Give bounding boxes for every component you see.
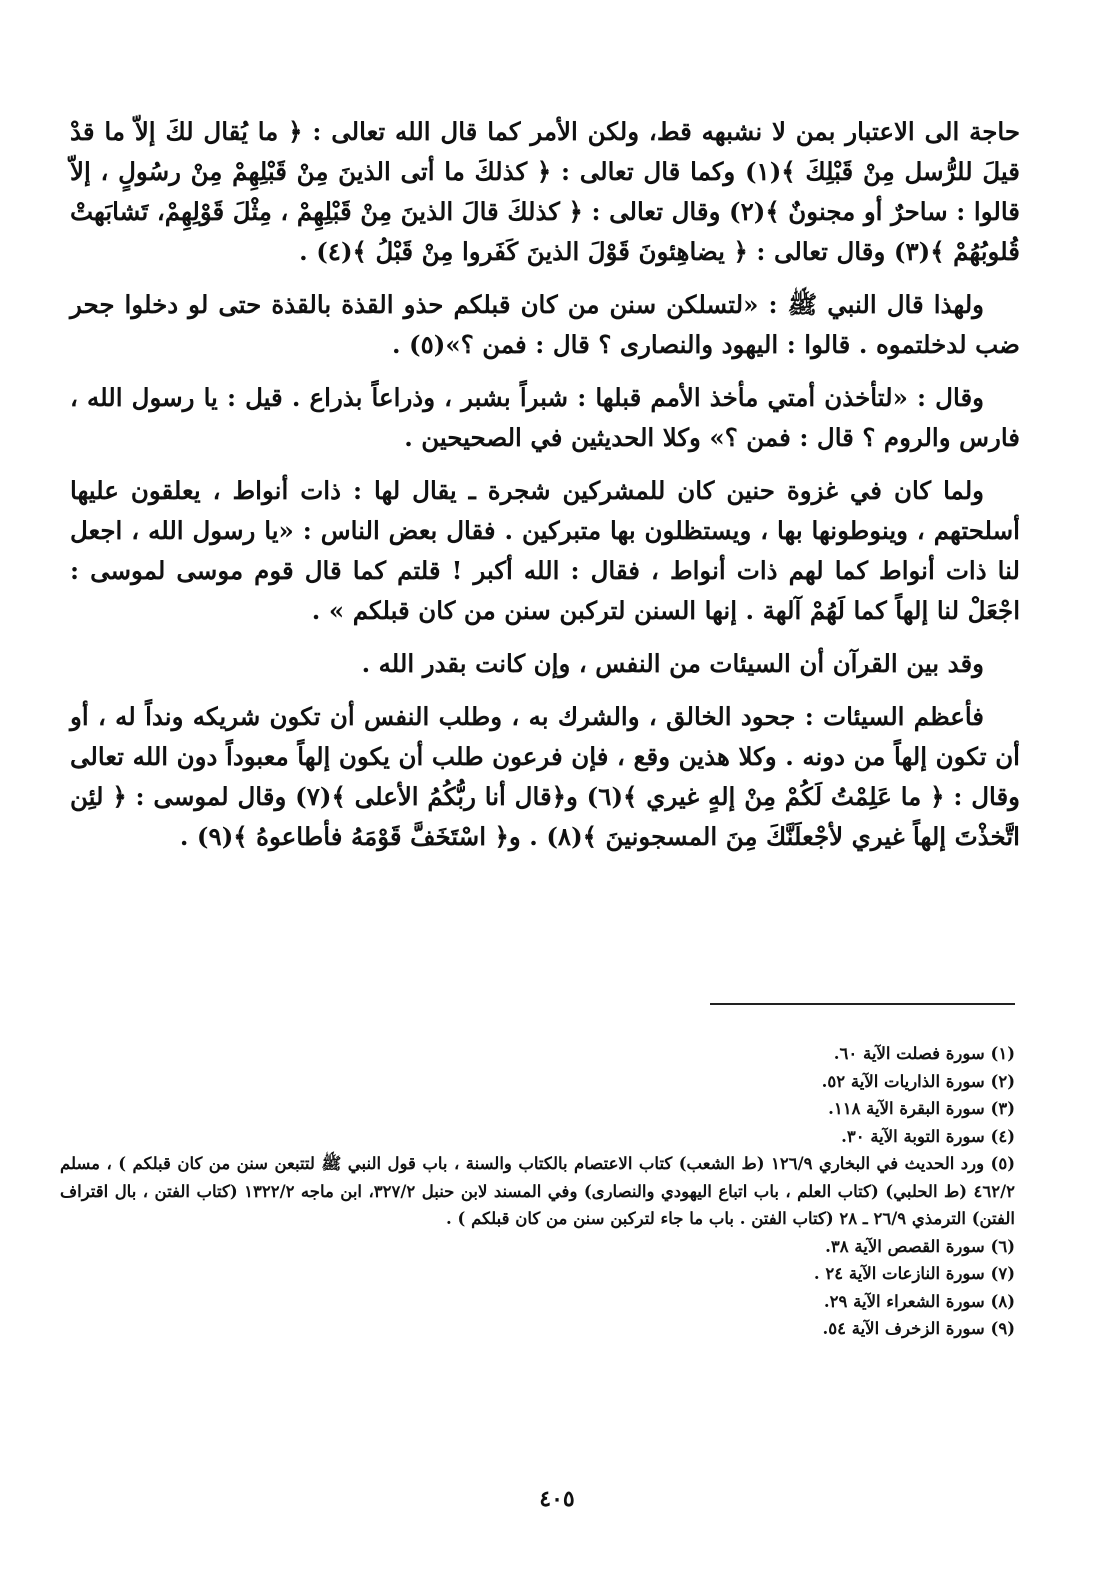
footnotes — [60, 1040, 1015, 1343]
paragraph-1: حاجة الى الاعتبار بمن لا نشبهه قط، ولكن الأمر كما قال الله تعالى : ﴿ ما يُقال لكَ إلاّ ما قدْ قيلَ للرُّسل مِنْ قَبْلِكَ ﴾(١) وكما قال تعالى : ﴿ كذلكَ ما أتى الذينَ مِنْ قَبْلِهِمْ مِنْ رسُولٍ ، إلاّ قالوا : ساحرٌ أو مجنونٌ ﴾(٢) وقال تعالى : ﴿ كذلكَ قالَ الذينَ مِنْ قَبْلِهِمْ ، مِثْلَ قَوْلِهِمْ، تَشابَهتْ قُلوبُهُمْ ﴾(٣) وقال تعالى : ﴿ يضاهِئونَ قَوْلَ الذينَ كَفَروا مِنْ قَبْلُ ﴾(٤) . — [70, 117, 1020, 266]
paragraph-6: فأعظم السيئات : جحود الخالق ، والشرك به ، وطلب النفس أن تكون شريكه ونداً له ، أو أن تكون إلهاً من دونه . وكلا هذين وقع ، فإن فرعون طلب أن يكون إلهاً معبوداً دون الله تعالى وقال : ﴿ ما عَلِمْتُ لَكُمْ مِنْ إلهٍ غيري ﴾(٦) و﴿قال أنا ربُّكُمُ الأعلى ﴾(٧) وقال لموسى : ﴿ لئِن اتَّخذْتَ إلهاً غيري لأجْعلَنَّكَ مِنَ المسجونينَ ﴾(٨) . و﴿ اسْتَخَفَّ قَوْمَهُ فأطاعوهُ ﴾(٩) . — [70, 702, 1021, 851]
footnote-1: (١) سورة فصلت الآية ٦٠. — [833, 1044, 1015, 1063]
footnote-divider — [710, 1003, 1015, 1005]
paragraph-2: ولهذا قال النبي ﷺ : «لتسلكن سنن من كان قبلكم حذو القذة بالقذة حتى لو دخلوا جحر ضب لدخلتموه . قالوا : اليهود والنصارى ؟ قال : فمن ؟»(٥) . — [70, 290, 1020, 359]
page-number: ٤٠٥ — [539, 1486, 575, 1512]
paragraph-4: ولما كان في غزوة حنين كان للمشركين شجرة ـ يقال لها : ذات أنواط ، يعلقون عليها أسلحتهم ، وينوطونها بها ، ويستظلون بها متبركين . فقال بعض الناس : «يا رسول الله ، اجعل لنا ذات أنواط كما لهم ذات أنواط ، فقال : الله أكبر ! قلتم كما قال قوم موسى لموسى : اجْعَلْ لنا إلهاً كما لَهُمْ آلهة . إنها السنن لتركبن سنن من كان قبلكم » . — [70, 476, 1020, 625]
footnote-2: (٢) سورة الذاريات الآية ٥٢. — [821, 1071, 1015, 1091]
paragraph-5: وقد بين القرآن أن السيئات من النفس ، وإن كانت بقدر الله . — [361, 649, 984, 678]
footnote-8: (٨) سورة الشعراء الآية ٢٩. — [823, 1291, 1015, 1311]
footnote-3: (٣) سورة البقرة الآية ١١٨. — [828, 1099, 1015, 1118]
footnote-7: (٧) سورة النازعات الآية ٢٤ . — [813, 1264, 1015, 1283]
main-text — [70, 112, 1020, 870]
paragraph-3: وقال : «لتأخذن أمتي مأخذ الأمم قبلها : شبراً بشبر ، وذراعاً بذراع . قيل : يا رسول الله ، فارس والروم ؟ قال : فمن ؟» وكلا الحديثين في الصحيحين . — [70, 383, 1020, 452]
footnote-4: (٤) سورة التوبة الآية ٣٠. — [841, 1126, 1015, 1146]
footnote-9: (٩) سورة الزخرف الآية ٥٤. — [822, 1319, 1015, 1338]
footnote-6: (٦) سورة القصص الآية ٣٨. — [825, 1236, 1015, 1256]
footnote-5: (٥) ورد الحديث في البخاري ١٢٦/٩ (ط الشعب) كتاب الاعتصام بالكتاب والسنة ، باب قول النبي ﷺ لتتبعن سنن من كان قبلكم ) ، مسلم ٤٦٢/٢ (ط الحلبي) (كتاب العلم ، باب اتباع اليهودي والنصارى) وفي المسند لابن حنبل ٣٢٧/٢، ابن ماجه ١٣٢٢/٢ (كتاب الفتن ، بال اقتراف الفتن) الترمذي ٢٦/٩ ـ ٢٨ (كتاب الفتن . باب ما جاء لتركبن سنن من كان قبلكم ) . — [60, 1154, 1015, 1228]
